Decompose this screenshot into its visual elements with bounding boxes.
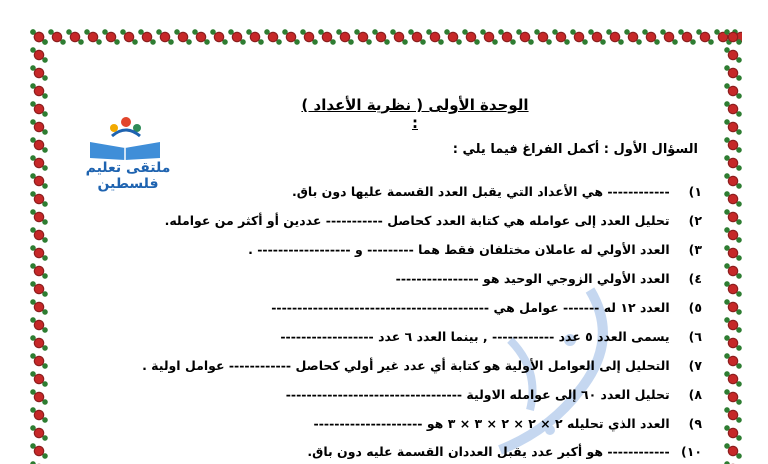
item-text: التحليل إلى العوامل الأولية هو كتابة أي عدد غير أولي كحاصل ------------ عوامل اولية . — [142, 358, 670, 373]
item-number: ٣) — [688, 242, 702, 257]
item-number: ٨) — [688, 387, 702, 402]
item-text: العدد الأولي الزوجي الوحيد هو ---------------- — [395, 271, 670, 286]
question-item — [142, 358, 702, 373]
item-number: ٢) — [688, 213, 702, 228]
item-text: تحليل العدد إلى عوامله هي كتابة العدد كحاصل ----------- عددين أو أكثر من عوامله. — [164, 213, 670, 228]
item-number: ٩) — [688, 416, 702, 431]
item-text: العدد ١٢ له ------- عوامل هي ------------------------------------------ — [271, 300, 670, 315]
site-logo — [58, 114, 198, 192]
question-item — [307, 444, 702, 459]
item-number: ١٠) — [681, 444, 702, 459]
page-title: الوحدة الأولى ( نظرية الأعداد ) : — [301, 96, 529, 132]
decorative-border-right — [724, 28, 742, 464]
question-item — [165, 213, 702, 228]
item-text: ------------ هي الأعداد التي يقبل العدد القسمة عليها دون باق. — [291, 184, 670, 199]
question-item — [248, 242, 702, 257]
decorative-border-left — [30, 28, 48, 464]
question-item — [292, 184, 702, 199]
book-icon — [90, 138, 160, 160]
question-item — [314, 416, 702, 431]
question-item — [286, 387, 702, 402]
item-text: تحليل العدد ٦٠ إلى عوامله الاولية ---------------------------------- — [285, 387, 670, 402]
item-number: ٤) — [688, 271, 702, 286]
item-text: يسمى العدد ٥ عدد ------------ , بينما العدد ٦ عدد ------------------ — [280, 329, 670, 344]
item-number: ٧) — [688, 358, 702, 373]
question-heading: السؤال الأول : أكمل الفراغ فيما يلي : — [452, 142, 698, 157]
item-text: ------------ هو أكبر عدد يقبل العددان القسمة عليه دون باق. — [307, 444, 670, 459]
logo-text: ملتقى تعليم فلسطين — [85, 160, 171, 192]
item-number: ٥) — [688, 300, 702, 315]
question-item — [396, 271, 702, 286]
question-item — [280, 329, 702, 344]
item-text: العدد الأولي له عاملان مختلفان فقط هما --------- و ------------------ . — [248, 242, 670, 257]
question-item — [271, 300, 702, 315]
item-number: ١) — [688, 184, 702, 199]
item-text: العدد الذي تحليله ٢ × ٢ × ٢ × ٣ × ٣ هو --------------------- — [313, 416, 670, 431]
decorative-border-top — [30, 28, 742, 46]
item-number: ٦) — [688, 329, 702, 344]
logo-hand-icon — [106, 114, 146, 140]
